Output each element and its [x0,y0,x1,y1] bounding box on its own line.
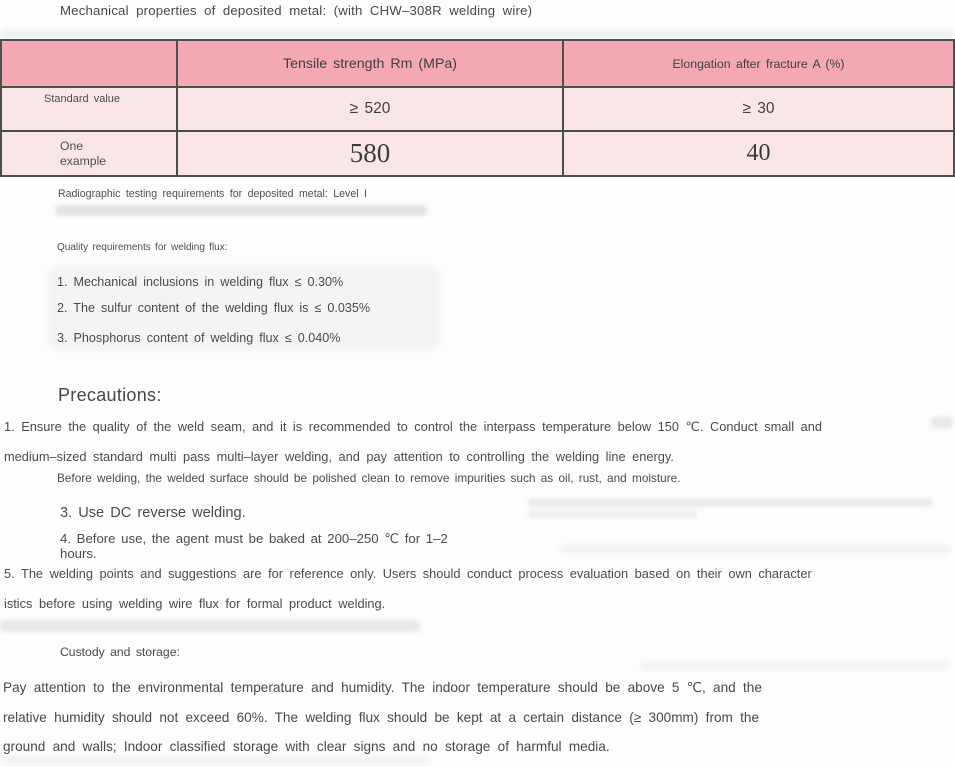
storage-paragraph [3,673,951,762]
precaution-item-1 [4,412,949,471]
precaution-item-2: Before welding, the welded surface should be polished clean to remove impurities such as oil, rust, and moisture. [57,471,681,485]
mechanical-properties-table [0,39,955,177]
row-label-one-example-text: One example [60,138,107,168]
flux-quality-heading: Quality requirements for welding flux: [57,242,228,253]
storage-paragraph-line-1: Pay attention to the environmental temperature and humidity. The indoor temperature should be above 5 ℃, and the [3,680,762,695]
storage-paragraph-line-3: ground and walls; Indoor classified storage with clear signs and no storage of harmful media. [3,739,610,754]
precaution-item-5-line-2: istics before using welding wire flux for formal product welding. [4,595,386,611]
table-header-elongation: Elongation after fracture A (%) [564,41,953,88]
precaution-item-4-line-1: 4. Before use, the agent must be baked at 200–250 ℃ for 1–2 [60,531,448,546]
precaution-item-1-line-2: medium–sized standard multi pass multi–layer welding, and pay attention to controlling the welding line energy. [4,448,674,464]
precaution-item-4 [60,532,448,561]
cell-example-tensile: 580 [178,132,564,175]
flux-item-3: 3. Phosphorus content of welding flux ≤ 0.040% [57,331,341,345]
smudge-mid-right-2 [528,511,698,518]
precautions-heading: Precautions: [58,385,162,405]
cell-standard-elongation: ≥ 30 [564,88,953,132]
smudge-mid-right-1 [528,498,933,507]
radiographic-note: Radiographic testing requirements for deposited metal: Level I [58,188,367,200]
precaution-item-4-line-2: hours. [60,545,97,561]
flux-item-1: 1. Mechanical inclusions in welding flux ≤ 0.30% [57,275,344,289]
page-title: Mechanical properties of deposited metal: (with CHW–308R welding wire) [60,3,533,18]
smudge-below-radio-note [55,205,427,216]
smudge-mid-right-3 [560,545,950,554]
storage-paragraph-line-2: relative humidity should not exceed 60%. The welding flux should be kept at a certain distance (≥ 300mm) from the [3,709,760,725]
cell-standard-tensile: ≥ 520 [178,88,564,132]
table-header-tensile: Tensile strength Rm (MPa) [178,41,564,88]
flux-item-2: 2. The sulfur content of the welding flux is ≤ 0.035% [57,301,371,315]
precaution-item-1-line-1: 1. Ensure the quality of the weld seam, and it is recommended to control the interpass temperature below 150 ℃. Conduct small and [4,419,823,434]
storage-heading: Custody and storage: [60,645,180,659]
precaution-item-3: 3. Use DC reverse welding. [60,505,246,521]
smudge-above-table [0,30,955,38]
smudge-right-custody [640,660,950,670]
precaution-item-5-line-1: 5. The welding points and suggestions are for reference only. Users should conduct process evaluation based on their own character [4,566,812,581]
cell-example-elongation: 40 [564,132,953,175]
row-label-standard-value: Standard value [2,88,178,132]
table-header-empty [2,41,178,88]
smudge-above-custody [0,620,420,632]
row-label-one-example [2,132,178,175]
precaution-item-5 [4,559,954,618]
